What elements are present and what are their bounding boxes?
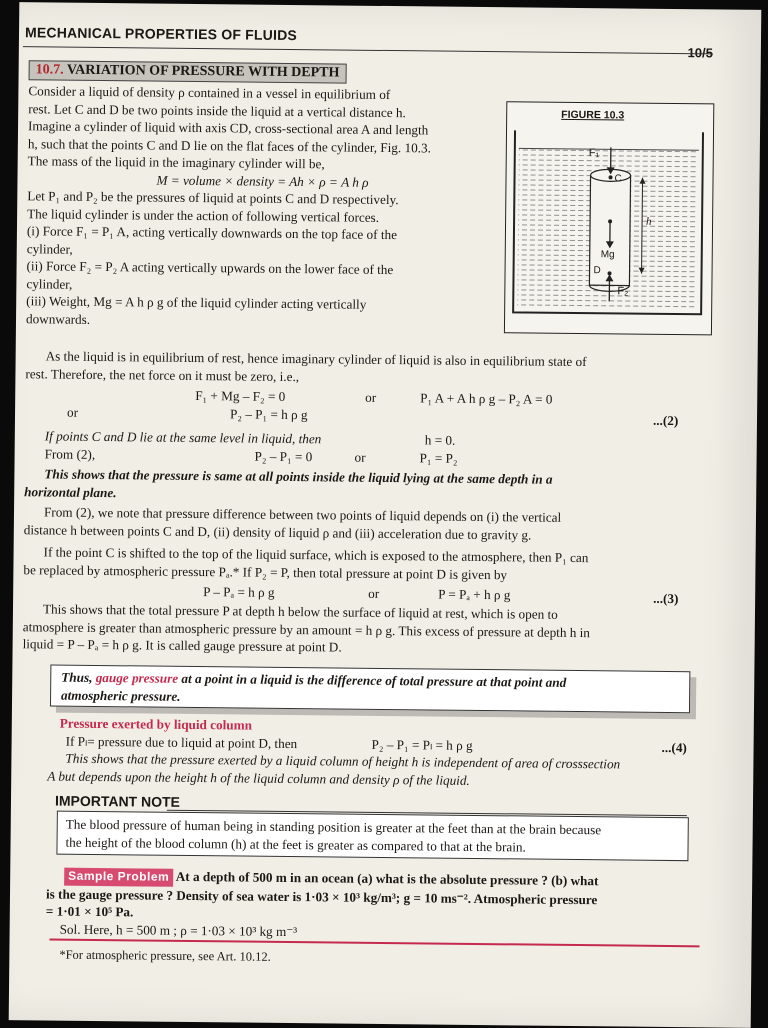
eq4-tag: ...(4) xyxy=(661,738,686,756)
shift-line: If the point C is shifted to the top of the liquid surface, which is exposed to the atmosphere, then P₁ can xyxy=(24,543,700,568)
intro-line: Consider a liquid of density ρ contained in a vessel in equilibrium of xyxy=(28,82,498,104)
sample-problem-badge: Sample Problem xyxy=(64,868,173,887)
sample-problem xyxy=(20,866,697,927)
same-depth-line: This shows that the pressure is same at all points inside the liquid lying at the same depth in a xyxy=(24,465,700,490)
liquid-column-heading: Pressure exerted by liquid column xyxy=(22,714,698,739)
eq3-left: P – Pₐ = h ρ g xyxy=(203,583,275,601)
intro-line: h, such that the points C and D lie on the flat faces of the cylinder, Fig. 10.3. xyxy=(28,135,498,157)
dependence-line: distance h between points C and D, (ii) density of liquid ρ and (iii) acceleration due to gravity g. xyxy=(24,521,700,546)
liquid-column-line: If Pₗ= pressure due to liquid at point D, then P₂ – P₁ = Pₗ = h ρ g ...(4) xyxy=(22,732,698,757)
or-text: or xyxy=(67,404,78,422)
sample-line: Sample Problem At a depth of 500 m in an ocean (a) what is the absolute pressure ? (b) what xyxy=(20,866,696,892)
page-number: 10/5 xyxy=(687,45,712,60)
sample-line: = 1·01 × 10⁵ Pa. xyxy=(20,902,696,927)
gauge-pressure-definition-box xyxy=(50,665,690,714)
eq-p2-minus-p1: P₂ – P₁ = 0 xyxy=(255,448,313,466)
or-text: or xyxy=(368,585,379,603)
total-pressure-line: liquid = P – Pₐ = h ρ g. It is called gauge pressure at point D. xyxy=(23,635,699,660)
mass-equation: M = volume × density = Ah × ρ = A h ρ xyxy=(27,170,497,192)
force-line: downwards. xyxy=(26,310,496,332)
chapter-header: MECHANICAL PROPERTIES OF FLUIDS xyxy=(25,24,297,43)
definition-line: atmospheric pressure. xyxy=(61,686,681,710)
definition-line: Thus, gauge pressure at a point in a liquid is the difference of total pressure at that point and xyxy=(61,669,681,693)
force-line: cylinder, xyxy=(26,275,496,297)
dependence-line: From (2), we note that pressure difference between two points of liquid depends on (i) the vertical xyxy=(24,503,700,528)
section-title: VARIATION OF PRESSURE WITH DEPTH xyxy=(67,63,340,81)
same-depth-paragraph xyxy=(24,465,700,507)
forces-intro-line: The liquid cylinder is under the action of following vertical forces. xyxy=(27,205,497,227)
same-level-lead: If points C and D lie at the same level in liquid, then xyxy=(45,427,322,447)
forces-intro-line: Let P₁ and P₂ be the pressures of liquid at points C and D respectively. xyxy=(27,187,497,209)
same-depth-line: horizontal plane. xyxy=(24,483,700,508)
equilibrium-paragraph xyxy=(25,347,701,389)
definition-text xyxy=(61,669,681,710)
intro-line: rest. Let C and D be two points inside the liquid at a vertical distance h. xyxy=(28,100,498,122)
total-pressure-line: This shows that the total pressure P at depth h below the surface of liquid at rest, which is open to xyxy=(23,600,699,625)
total-pressure-line: atmosphere is greater than atmospheric pressure by an amount = h ρ g. This excess of pressure at depth h in xyxy=(23,618,699,643)
shift-line: be replaced by atmospheric pressure Pₐ.* If P₂ = P, then total pressure at point D is given by xyxy=(23,561,699,586)
important-note-text xyxy=(65,816,680,857)
eq1-right: P₁ A + A h ρ g – P₂ A = 0 xyxy=(420,389,552,408)
d-label: D xyxy=(594,265,601,276)
dependence-paragraph xyxy=(24,503,700,545)
important-note-box xyxy=(56,811,688,862)
eq1-left: F₁ + Mg – F₂ = 0 xyxy=(195,387,285,405)
liquid-column-section xyxy=(21,714,698,791)
force-line: (i) Force F₁ = P₁ A, acting vertically downwards on the top face of the xyxy=(27,222,497,244)
or-text: or xyxy=(365,389,376,407)
eq2: P₂ – P₁ = h ρ g xyxy=(230,405,308,423)
section-number: 10.7. xyxy=(36,62,64,77)
eq-p1-equals-p2: P₁ = P₂ xyxy=(420,449,458,467)
same-level-block xyxy=(25,427,701,434)
h-label: h xyxy=(646,216,652,228)
same-level-eq: h = 0. xyxy=(425,431,456,449)
important-line: The blood pressure of human being in standing position is greater at the feet than at the brain because xyxy=(66,816,681,840)
c-label: C xyxy=(614,173,621,184)
or-text: or xyxy=(355,449,366,467)
liquid-column-line: This shows that the pressure exerted by a liquid column of height h is independent of area of crosssection xyxy=(21,749,697,774)
figure-diagram xyxy=(505,102,713,334)
force-line: (ii) Force F₂ = P₂ A acting vertically upwards on the lower face of the xyxy=(26,257,496,279)
from-2-text: From (2), xyxy=(45,445,96,463)
eq3-tag: ...(3) xyxy=(653,590,678,608)
eq2-tag: ...(2) xyxy=(653,412,678,430)
force-line: cylinder, xyxy=(27,240,497,262)
f2-label: F₂ xyxy=(617,285,628,297)
liquid-column-line: A but depends upon the height h of the liquid column and density ρ of the liquid. xyxy=(21,767,697,792)
equilibrium-line: As the liquid is in equilibrium of rest, hence imaginary cylinder of liquid is also in equilibrium state of xyxy=(26,347,702,372)
eq4: P₂ – P₁ = Pₗ = h ρ g xyxy=(372,735,473,754)
force-line: (iii) Weight, Mg = A h ρ g of the liquid cylinder acting vertically xyxy=(26,292,496,314)
sample-line: is the gauge pressure ? Density of sea water is 1·03 × 10³ kg/m³; g = 10 ms⁻². Atmospheric pressure xyxy=(20,885,696,910)
header-divider xyxy=(23,46,713,54)
solution-line: Sol. Here, h = 500 m ; ρ = 1·03 × 10³ kg m⁻³ xyxy=(20,920,736,945)
important-line: the height of the blood column (h) at the feet is greater as compared to that at the brain. xyxy=(65,833,680,857)
footnote: *For atmospheric pressure, see Art. 10.12. xyxy=(19,946,735,971)
equilibrium-line: rest. Therefore, the net force on it must be zero, i.e., xyxy=(25,365,701,390)
intro-line: The mass of the liquid in the imaginary cylinder will be, xyxy=(28,152,498,174)
section-heading xyxy=(29,60,347,83)
textbook-page xyxy=(9,2,762,1028)
important-note-heading: IMPORTANT NOTE xyxy=(55,793,180,810)
mg-label: Mg xyxy=(601,249,615,260)
figure-title: FIGURE 10.3 xyxy=(561,109,624,122)
gauge-pressure-term: gauge pressure xyxy=(96,670,179,686)
eq3-right: P = Pₐ + h ρ g xyxy=(438,586,510,604)
shift-paragraph xyxy=(23,543,699,585)
intro-paragraph xyxy=(26,82,499,332)
figure-10-3 xyxy=(504,101,714,335)
total-pressure-paragraph xyxy=(23,600,700,660)
f1-label: F₁ xyxy=(589,147,600,159)
intro-line: Imagine a cylinder of liquid with axis CD, cross-sectional area A and length xyxy=(28,117,498,139)
